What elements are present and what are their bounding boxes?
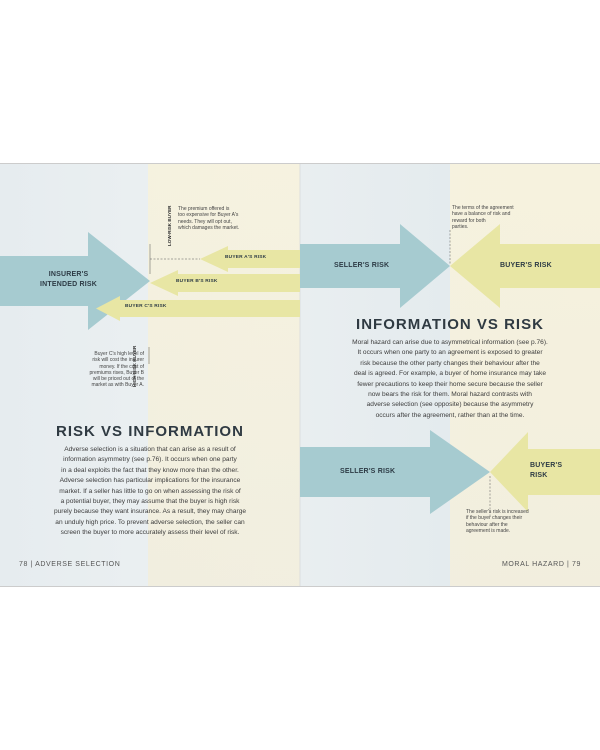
adverse-selection-diagram bbox=[0, 164, 300, 364]
note-buyer-a: The premium offered is too expensive for Buyer A's needs. They will opt out, which damages the market. bbox=[178, 206, 240, 231]
risk-vs-information-heading: RISK VS INFORMATION bbox=[56, 423, 244, 440]
buyer-b-arrow bbox=[150, 270, 300, 296]
adverse-selection-body: Adverse selection is a situation that can arise as a result of information asymmetry (see p.76). It occurs when one party in a deal exploits the fact that they know more than the other. Adverse selection has particular implications for the insurance market. If a seller has little to go on when assessing the risk of a potential buyer, they may assume that the buyer is high risk purely because they want insurance. As a result, they may charge an unduly high price. To prevent adverse selection, the seller can screen the buyer to more accurately assess their level of risk. bbox=[53, 446, 247, 537]
right-page-footer: MORAL HAZARD | 79 bbox=[501, 561, 581, 568]
book-spread bbox=[0, 163, 600, 587]
buyer-a-label: BUYER A'S RISK bbox=[225, 255, 267, 260]
moral-hazard-body: Moral hazard can arise due to asymmetrical information (see p.76). It occurs when one party to an agreement is exposed to greater risk because the other party changes their behaviour after the deal is agreed. For example, a buyer of home insurance may take fewer precautions to keep their home secure because the seller now bears the risk for them. Moral hazard contrasts with adverse selection (see opposite) because the asymmetry occurs after the agreement, rather than at the time. bbox=[352, 339, 548, 419]
insurer-risk-label: INSURER'S INTENDED RISK bbox=[40, 271, 98, 288]
left-page-footer: 78 | ADVERSE SELECTION bbox=[19, 561, 121, 568]
high-risk-buyer-label: HIGH-RISK BUYER bbox=[132, 345, 137, 387]
note-seller-risk-increased: The seller's risk is increased if the buyer changes their behaviour after the agreement is made. bbox=[466, 509, 529, 534]
bottom-seller-label: SELLER'S RISK bbox=[340, 468, 396, 475]
buyer-c-label: BUYER C'S RISK bbox=[125, 304, 167, 309]
note-balanced: The terms of the agreement have a balance of risk and reward for both parties. bbox=[452, 205, 514, 230]
low-risk-buyer-label: LOW-RISK BUYER bbox=[167, 205, 172, 246]
top-seller-label: SELLER'S RISK bbox=[334, 262, 390, 269]
buyer-b-label: BUYER B'S RISK bbox=[176, 279, 218, 284]
note-buyer-c: Buyer C's high level of risk will cost the insurer money. If the cost of premiums rises, Buyer B will be priced out of the market as with Buyer A. bbox=[89, 351, 144, 389]
information-vs-risk-heading: INFORMATION VS RISK bbox=[356, 316, 544, 333]
bottom-buyer-label: BUYER'S RISK bbox=[530, 462, 563, 479]
top-buyer-label: BUYER'S RISK bbox=[500, 262, 552, 269]
